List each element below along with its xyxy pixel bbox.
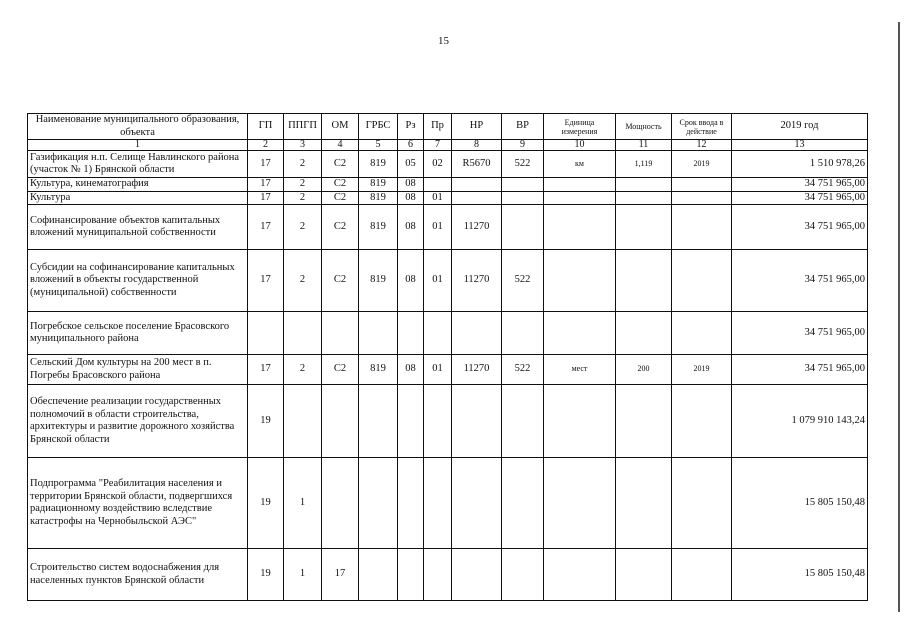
- cell-amount: 1 079 910 143,24: [732, 385, 868, 458]
- column-number: 1: [28, 140, 248, 151]
- cell-om: С2: [322, 191, 359, 205]
- cell-om: С2: [322, 355, 359, 385]
- cell-nr: [452, 178, 502, 192]
- cell-unit: мест: [544, 355, 616, 385]
- cell-amount: 34 751 965,00: [732, 178, 868, 192]
- cell-pr: [424, 312, 452, 355]
- cell-name: Подпрограмма "Реабилитация населения и территории Брянской области, подвергшихся радиационному воздействию вследствие катастрофы на Чернобыльской АЭС": [28, 458, 248, 549]
- cell-power: [616, 250, 672, 312]
- cell-unit: [544, 312, 616, 355]
- cell-term: [672, 458, 732, 549]
- cell-pr: [424, 178, 452, 192]
- cell-nr: [452, 458, 502, 549]
- cell-vr: 522: [502, 355, 544, 385]
- cell-term: [672, 250, 732, 312]
- cell-power: [616, 385, 672, 458]
- scan-edge-line: [898, 22, 900, 612]
- cell-term: 2019: [672, 355, 732, 385]
- table-row: [28, 178, 868, 192]
- page-number: 15: [438, 35, 449, 47]
- cell-rz: [398, 312, 424, 355]
- column-number: 7: [424, 140, 452, 151]
- cell-nr: [452, 549, 502, 601]
- cell-power: [616, 458, 672, 549]
- table-row: [28, 191, 868, 205]
- cell-unit: [544, 191, 616, 205]
- cell-name: Обеспечение реализации государственных полномочий в области строительства, архитектуры и развитие дорожного хозяйства Брянской области: [28, 385, 248, 458]
- cell-term: [672, 549, 732, 601]
- cell-pr: [424, 385, 452, 458]
- cell-amount: 34 751 965,00: [732, 355, 868, 385]
- cell-om: [322, 312, 359, 355]
- header-gp: ГП: [248, 114, 284, 140]
- cell-grbs: 819: [359, 151, 398, 178]
- cell-term: [672, 178, 732, 192]
- cell-om: С2: [322, 250, 359, 312]
- table-row: [28, 312, 868, 355]
- table-row: [28, 151, 868, 178]
- cell-ppgp: 2: [284, 250, 322, 312]
- cell-om: 17: [322, 549, 359, 601]
- column-number: 8: [452, 140, 502, 151]
- cell-unit: [544, 250, 616, 312]
- column-number: 11: [616, 140, 672, 151]
- table-row: [28, 385, 868, 458]
- cell-power: 200: [616, 355, 672, 385]
- table-row: [28, 458, 868, 549]
- cell-unit: [544, 385, 616, 458]
- cell-pr: 01: [424, 191, 452, 205]
- cell-power: [616, 312, 672, 355]
- cell-grbs: 819: [359, 178, 398, 192]
- cell-grbs: [359, 385, 398, 458]
- cell-amount: 34 751 965,00: [732, 312, 868, 355]
- cell-vr: [502, 178, 544, 192]
- cell-pr: 02: [424, 151, 452, 178]
- cell-unit: [544, 205, 616, 250]
- table-row: [28, 205, 868, 250]
- cell-gp: [248, 312, 284, 355]
- cell-power: 1,119: [616, 151, 672, 178]
- cell-term: [672, 191, 732, 205]
- column-number-row: [28, 140, 868, 151]
- cell-nr: 11270: [452, 355, 502, 385]
- cell-vr: [502, 549, 544, 601]
- column-number: 5: [359, 140, 398, 151]
- header-vr: ВР: [502, 114, 544, 140]
- cell-amount: 15 805 150,48: [732, 549, 868, 601]
- cell-amount: 34 751 965,00: [732, 250, 868, 312]
- cell-om: [322, 458, 359, 549]
- column-number: 3: [284, 140, 322, 151]
- cell-vr: [502, 458, 544, 549]
- cell-rz: 08: [398, 191, 424, 205]
- cell-rz: [398, 385, 424, 458]
- header-ppgp: ППГП: [284, 114, 322, 140]
- table-header-row: [28, 114, 868, 140]
- cell-gp: 19: [248, 385, 284, 458]
- cell-unit: км: [544, 151, 616, 178]
- cell-gp: 17: [248, 178, 284, 192]
- cell-nr: R5670: [452, 151, 502, 178]
- cell-pr: [424, 549, 452, 601]
- cell-om: С2: [322, 178, 359, 192]
- cell-rz: 08: [398, 178, 424, 192]
- cell-om: С2: [322, 151, 359, 178]
- cell-nr: [452, 191, 502, 205]
- cell-ppgp: 2: [284, 191, 322, 205]
- column-number: 10: [544, 140, 616, 151]
- cell-ppgp: [284, 312, 322, 355]
- cell-name: Строительство систем водоснабжения для населенных пунктов Брянской области: [28, 549, 248, 601]
- cell-grbs: [359, 458, 398, 549]
- cell-grbs: [359, 549, 398, 601]
- cell-vr: [502, 312, 544, 355]
- header-nr: НР: [452, 114, 502, 140]
- header-grbs: ГРБС: [359, 114, 398, 140]
- table-row: [28, 355, 868, 385]
- cell-vr: 522: [502, 151, 544, 178]
- cell-rz: [398, 549, 424, 601]
- cell-pr: 01: [424, 355, 452, 385]
- column-number: 12: [672, 140, 732, 151]
- cell-ppgp: [284, 385, 322, 458]
- cell-om: [322, 385, 359, 458]
- column-number: 4: [322, 140, 359, 151]
- cell-name: Сельский Дом культуры на 200 мест в п. Погребы Брасовского района: [28, 355, 248, 385]
- cell-pr: 01: [424, 250, 452, 312]
- cell-power: [616, 191, 672, 205]
- cell-name: Газификация н.п. Селище Навлинского района (участок № 1) Брянской области: [28, 151, 248, 178]
- cell-gp: 17: [248, 250, 284, 312]
- cell-nr: [452, 385, 502, 458]
- cell-amount: 1 510 978,26: [732, 151, 868, 178]
- cell-nr: 11270: [452, 250, 502, 312]
- cell-vr: [502, 205, 544, 250]
- cell-gp: 17: [248, 205, 284, 250]
- cell-amount: 15 805 150,48: [732, 458, 868, 549]
- cell-term: [672, 205, 732, 250]
- cell-ppgp: 1: [284, 549, 322, 601]
- cell-rz: 08: [398, 205, 424, 250]
- cell-power: [616, 178, 672, 192]
- cell-vr: [502, 385, 544, 458]
- budget-table: [27, 113, 868, 601]
- cell-power: [616, 549, 672, 601]
- cell-pr: [424, 458, 452, 549]
- cell-name: Культура: [28, 191, 248, 205]
- cell-grbs: 819: [359, 250, 398, 312]
- cell-name: Субсидии на софинансирование капитальных вложений в объекты государственной (муниципальной) собственности: [28, 250, 248, 312]
- cell-gp: 17: [248, 151, 284, 178]
- table-row: [28, 250, 868, 312]
- cell-rz: 08: [398, 250, 424, 312]
- cell-grbs: 819: [359, 205, 398, 250]
- column-number: 2: [248, 140, 284, 151]
- header-rz: Рз: [398, 114, 424, 140]
- cell-ppgp: 2: [284, 205, 322, 250]
- cell-amount: 34 751 965,00: [732, 205, 868, 250]
- cell-vr: 522: [502, 250, 544, 312]
- cell-term: [672, 385, 732, 458]
- table-row: [28, 549, 868, 601]
- cell-term: 2019: [672, 151, 732, 178]
- cell-grbs: [359, 312, 398, 355]
- cell-ppgp: 2: [284, 151, 322, 178]
- header-om: ОМ: [322, 114, 359, 140]
- cell-amount: 34 751 965,00: [732, 191, 868, 205]
- cell-nr: [452, 312, 502, 355]
- cell-name: Погребское сельское поселение Брасовского муниципального района: [28, 312, 248, 355]
- cell-nr: 11270: [452, 205, 502, 250]
- cell-ppgp: 1: [284, 458, 322, 549]
- cell-gp: 17: [248, 191, 284, 205]
- cell-ppgp: 2: [284, 178, 322, 192]
- cell-ppgp: 2: [284, 355, 322, 385]
- header-power: Мощность: [616, 114, 672, 140]
- cell-rz: 08: [398, 355, 424, 385]
- cell-rz: [398, 458, 424, 549]
- cell-rz: 05: [398, 151, 424, 178]
- header-term: Срок ввода в действие: [672, 114, 732, 140]
- cell-grbs: 819: [359, 355, 398, 385]
- cell-gp: 19: [248, 458, 284, 549]
- cell-vr: [502, 191, 544, 205]
- cell-unit: [544, 178, 616, 192]
- cell-gp: 17: [248, 355, 284, 385]
- cell-name: Софинансирование объектов капитальных вложений муниципальной собственности: [28, 205, 248, 250]
- cell-om: С2: [322, 205, 359, 250]
- column-number: 6: [398, 140, 424, 151]
- cell-name: Культура, кинематография: [28, 178, 248, 192]
- column-number: 13: [732, 140, 868, 151]
- cell-unit: [544, 549, 616, 601]
- cell-grbs: 819: [359, 191, 398, 205]
- cell-gp: 19: [248, 549, 284, 601]
- header-pr: Пр: [424, 114, 452, 140]
- header-unit: Единица измерения: [544, 114, 616, 140]
- cell-term: [672, 312, 732, 355]
- column-number: 9: [502, 140, 544, 151]
- header-year: 2019 год: [732, 114, 868, 140]
- cell-power: [616, 205, 672, 250]
- cell-pr: 01: [424, 205, 452, 250]
- header-name: Наименование муниципального образования, объекта: [28, 114, 248, 140]
- cell-unit: [544, 458, 616, 549]
